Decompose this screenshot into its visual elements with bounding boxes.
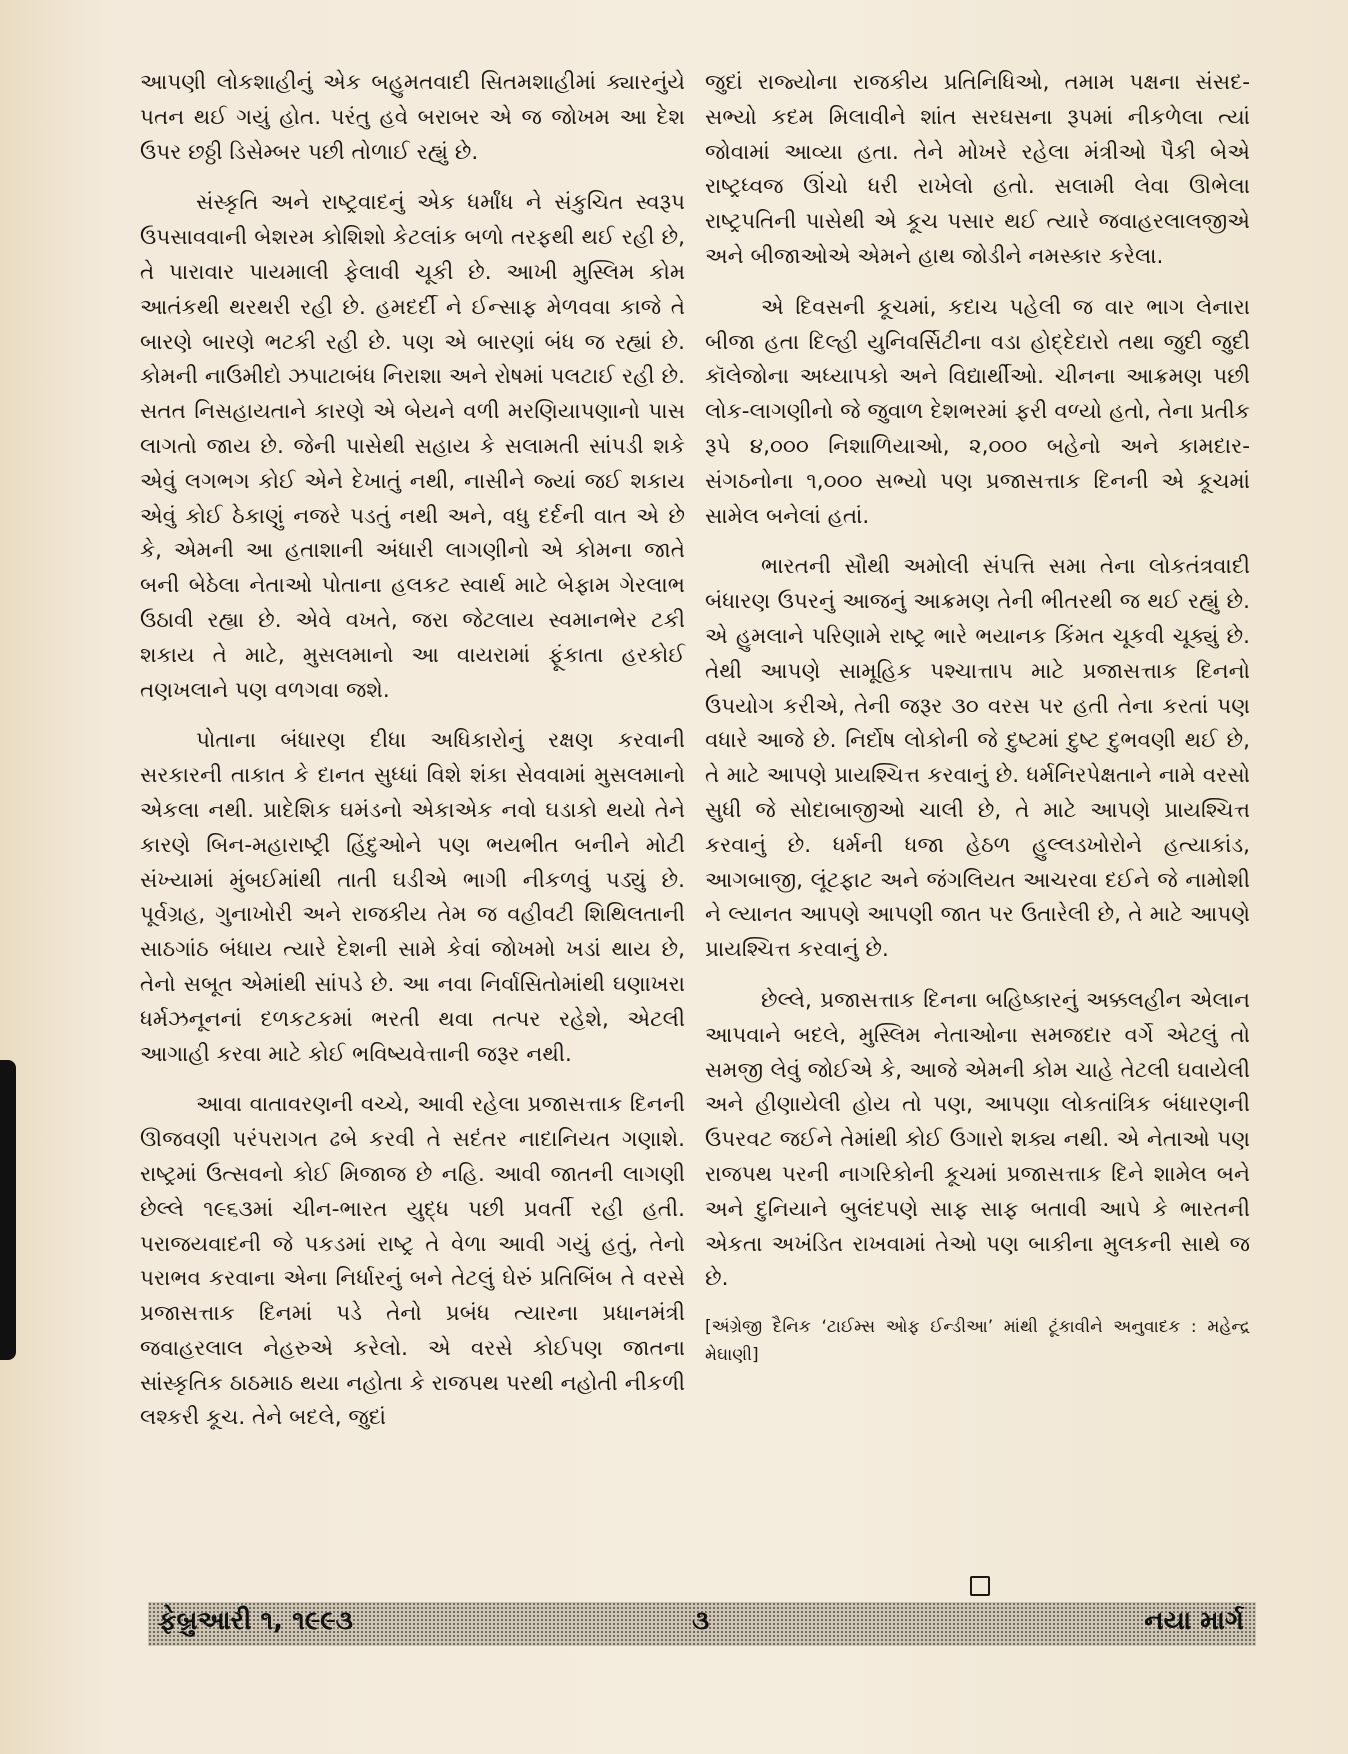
issue-date: ફેબ્રુઆરી ૧, ૧૯૯૩ — [158, 1606, 353, 1636]
paragraph: સંસ્કૃતિ અને રાષ્ટ્રવાદનું એક ધર્માંધ ને સંકુચિત સ્વરૂપ ઉપસાવવાની બેશરમ કોશિશો કેટલાંક બળો તરફથી થઈ રહી છે, તે પારાવાર પાયમાલી ફેલાવી ચૂકી છે. આખી મુસ્લિમ કોમ આતંકથી થરથરી રહી છે. હમદર્દી ને ઈન્સાફ મેળવવા કાજે તે બારણે બારણે ભટકી રહી છે. પણ એ બારણાં બંધ જ રહ્યાં છે. કોમની નાઉમીદો ઝપાટાબંધ નિરાશા અને રોષમાં પલટાઈ રહી છે. સતત નિસહાયતાને કારણે એ બેયને વળી મરણિયાપણાનો પાસ લાગતો જાય છે. જેની પાસેથી સહાય કે સલામતી સાંપડી શકે એવું લગભગ કોઈ એને દેખાતું નથી, નાસીને જ્યાં જઈ શકાય એવું કોઈ ઠેકાણું નજરે પડતું નથી અને, વધુ દર્દની વાત એ છે કે, એમની આ હતાશાની અંધારી લાગણીનો એ કોમના જાતે બની બેઠેલા નેતાઓ પોતાના હલકટ સ્વાર્થ માટે બેફામ ગેરલાભ ઉઠાવી રહ્યા છે. એવે વખતે, જરા જેટલાય સ્વમાનભેર ટકી શકાય તે માટે, મુસલમાનો આ વાયરામાં ફૂંકાતા હરકોઈ તણખલાને પણ વળગવા જશે. — [140, 190, 685, 703]
page-number: ૩ — [692, 1606, 710, 1636]
page-footer — [148, 1602, 1256, 1646]
paragraph: છેલ્લે, પ્રજાસત્તાક દિનના બહિષ્કારનું અક્કલહીન એલાન આપવાને બદલે, મુસ્લિમ નેતાઓના સમજદાર વર્ગે એટલું તો સમજી લેવું જોઈએ કે, આજે એમની કોમ ચાહે તેટલી ઘવાયેલી અને હીણાયેલી હોય તો પણ, આપણા લોકતાંત્રિક બંધારણની ઉપરવટ જઈને તેમાંથી કોઈ ઉગારો શક્ય નથી. એ નેતાઓ પણ રાજપથ પરની નાગરિકોની કૂચમાં પ્રજાસત્તાક દિને શામેલ બને અને દુનિયાને બુલંદપણે સાફ સાફ બતાવી આપે કે ભારતની એકતા અખંડિત રાખવામાં તેઓ પણ બાકીના મુલકની સાથે જ છે. — [705, 987, 1250, 1292]
paragraph: જુદાં રાજ્યોના રાજકીય પ્રતિનિધિઓ, તમામ પક્ષના સંસદ-સભ્યો કદમ મિલાવીને શાંત સરઘસના રૂપમાં નીકળેલા ત્યાં જોવામાં આવ્યા હતા. તેને મોખરે રહેલા મંત્રીઓ પૈકી બેએ રાષ્ટ્રધ્વજ ઊંચો ધરી રાખેલો હતો. સલામી લેવા ઊભેલા રાષ્ટ્રપતિની પાસેથી એ કૂચ પસાર થઈ ત્યારે જવાહરલાલજીએ અને બીજાઓએ એમને હાથ જોડીને નમસ્કાર કરેલા. — [705, 70, 1250, 269]
right-column — [705, 66, 1250, 1385]
left-column — [140, 66, 685, 1436]
paragraph: એ દિવસની કૂચમાં, કદાચ પહેલી જ વાર ભાગ લેનારા બીજા હતા દિલ્હી યુનિવર્સિટીના વડા હોદ્દેદારો તથા જુદી જુદી કૉલેજોના અધ્યાપકો અને વિદ્યાર્થીઓ. ચીનના આક્રમણ પછી લોક-લાગણીનો જે જુવાળ દેશભરમાં ફરી વળ્યો હતો, તેના પ્રતીક રૂપે ૪,૦૦૦ નિશાળિયાઓ, ૨,૦૦૦ બહેનો અને કામદાર-સંગઠનોના ૧,૦૦૦ સભ્યો પણ પ્રજાસત્તાક દિનની એ કૂચમાં સામેલ બનેલાં હતાં. — [705, 294, 1250, 529]
paragraph: આવા વાતાવરણની વચ્ચે, આવી રહેલા પ્રજાસત્તાક દિનની ઊજવણી પરંપરાગત ઢબે કરવી તે સદંતર નાદાનિયત ગણાશે. રાષ્ટ્રમાં ઉત્સવનો કોઈ મિજાજ છે નહિ. આવી જાતની લાગણી છેલ્લે ૧૯૬૩માં ચીન-ભારત યુદ્ધ પછી પ્રવર્તી રહી હતી. પરાજયવાદની જે પકડમાં રાષ્ટ્ર તે વેળા આવી ગયું હતું, તેનો પરાભવ કરવાના એના નિર્ધારનું બને તેટલું ઘેરું પ્રતિબિંબ તે વરસે પ્રજાસત્તાક દિનમાં પડે તેનો પ્રબંધ ત્યારના પ્રધાનમંત્રી જવાહરલાલ નેહરુએ કરેલો. એ વરસે કોઈપણ જાતના સાંસ્કૃતિક ઠાઠમાઠ થયા નહોતા કે રાજપથ પરથી નહોતી નીકળી લશ્કરી કૂચ. તેને બદલે, જુદાં — [140, 1092, 685, 1431]
translator-note: [અંગ્રેજી દૈનિક ‘ટાઈમ્સ ઓફ ઈન્ડીઆ’ માંથી ટૂંકાવીને અનુવાદક : મહેન્દ્ર મેઘાણી] — [705, 1317, 1250, 1366]
scan-artifact — [0, 1060, 16, 1360]
paragraph: આપણી લોકશાહીનું એક બહુમતવાદી સિતમશાહીમાં ક્યારનુંયે પતન થઈ ગયું હોત. પરંતુ હવે બરાબર એ જ જોખમ આ દેશ ઉપર છઠ્ઠી ડિસેમ્બર પછી તોળાઈ રહ્યું છે. — [140, 70, 685, 165]
paragraph: પોતાના બંધારણ દીધા અધિકારોનું રક્ષણ કરવાની સરકારની તાકાત કે દાનત સુધ્ધાં વિશે શંકા સેવવામાં મુસલમાનો એકલા નથી. પ્રાદેશિક ઘમંડનો એકાએક નવો ઘડાકો થયો તેને કારણે બિન-મહારાષ્ટ્રી હિંદુઓને પણ ભયભીત બનીને મોટી સંખ્યામાં મુંબઈમાંથી તાતી ઘડીએ ભાગી નીકળવું પડ્યું છે. પૂર્વગ્રહ, ગુનાખોરી અને રાજકીય તેમ જ વહીવટી શિથિલતાની સાઠગાંઠ બંધાય ત્યારે દેશની સામે કેવાં જોખમો ખડાં થાય છે, તેનો સબૂત એમાંથી સાંપડે છે. આ નવા નિર્વાસિતોમાંથી ઘણાખરા ધર્મઝનૂનનાં દળકટકમાં ભરતી થવા તત્પર રહેશે, એટલી આગાહી કરવા માટે કોઈ ભવિષ્યવેત્તાની જરૂર નથી. — [140, 728, 685, 1067]
paragraph: ભારતની સૌથી અમોલી સંપત્તિ સમા તેના લોકતંત્રવાદી બંધારણ ઉપરનું આજનું આક્રમણ તેની ભીતરથી જ થઈ રહ્યું છે. એ હુમલાને પરિણામે રાષ્ટ્ર ભારે ભયાનક કિંમત ચૂકવી ચૂક્યું છે. તેથી આપણે સામૂહિક પશ્ચાત્તાપ માટે પ્રજાસત્તાક દિનનો ઉપયોગ કરીએ, તેની જરૂર ૩૦ વરસ પર હતી તેના કરતાં પણ વધારે આજે છે. નિર્દોષ લોકોની જે દુષ્ટમાં દુષ્ટ દુભવણી થઈ છે, તે માટે આપણે પ્રાયશ્ચિત્ત કરવાનું છે. ધર્મનિરપેક્ષતાને નામે વરસો સુધી જે સોદાબાજીઓ ચાલી છે, તે માટે આપણે પ્રાયશ્ચિત્ત કરવાનું છે. ધર્મની ધજા હેઠળ હુલ્લડખોરોને હત્યાકાંડ, આગબાજી, લૂંટફાટ અને જંગલિયત આચરવા દઈને જે નામોશી ને લ્યાનત આપણે આપણી જાત પર ઉતારેલી છે, તે માટે આપણે પ્રાયશ્ચિત્ત કરવાનું છે. — [705, 554, 1250, 963]
magazine-title: નયા માર્ગ — [1144, 1606, 1244, 1636]
end-of-article-square-icon — [970, 1576, 990, 1596]
